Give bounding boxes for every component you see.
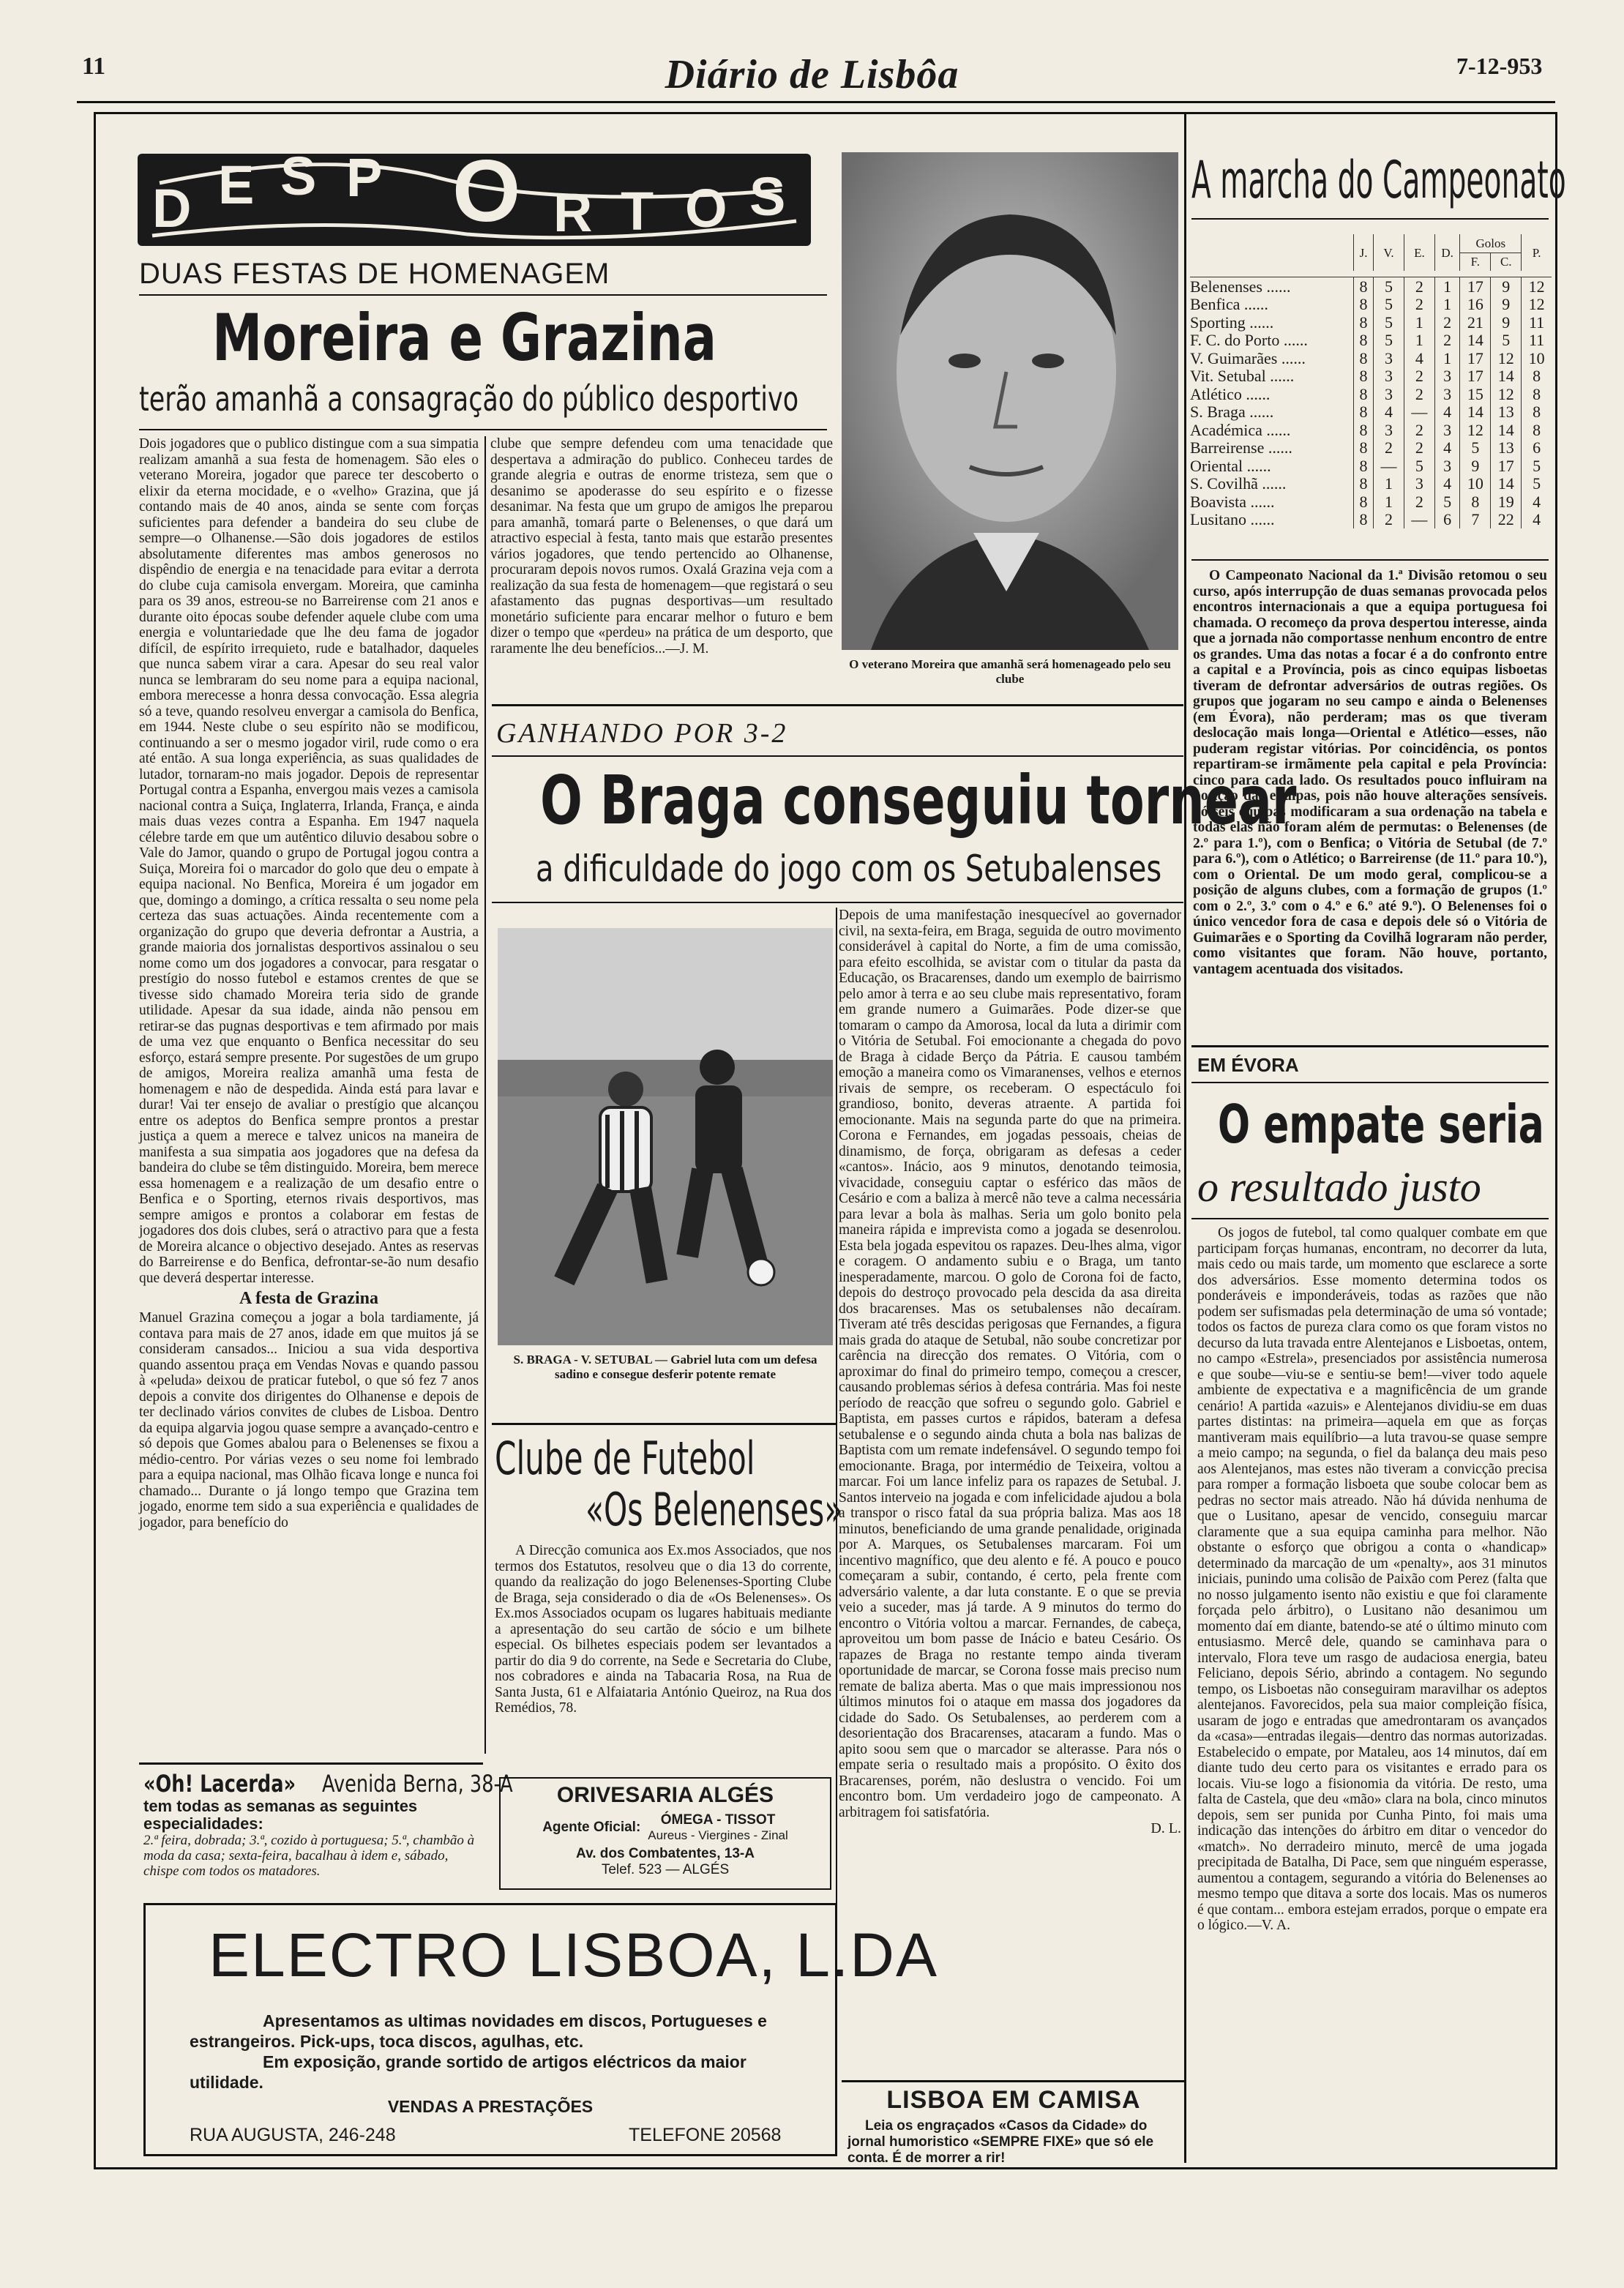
belenenses-text: A Direcção comunica aos Ex.mos Associados, que nos termos dos Estatutos, resolveu que o dia 13 do corrente, quando da realização do jogo Belenenses-Sporting Clube de Braga, seja considerado o dia de «Os Belenenses». Os Ex.mos Associados ocupam os lugares habituais mediante a apresentação do seu cartão de sócio e um bilhete especial. Os bilhetes especiais podem ser levantados a partir do dia 9 do corrente, na Sede e Secretaria do Clube, nos cobradores e ainda na Tabacaria Rosa, na Rua de Santa Justa, 61 e Alfaiataria António Queiroz, na Rua dos Remédios, 78. — [495, 1543, 831, 1716]
standings-team: F. C. do Porto ...... — [1190, 331, 1308, 350]
standings-cell-p: 11 — [1522, 313, 1552, 332]
standings-cell-e: 3 — [1404, 475, 1434, 493]
standings-cell-e: 4 — [1404, 349, 1434, 367]
standings-header-f: F. — [1460, 253, 1491, 271]
paper-title: Diário de Lisbôa — [665, 52, 959, 97]
evora-kicker: EM ÉVORA — [1197, 1054, 1299, 1076]
standings-cell-e: 5 — [1404, 457, 1434, 475]
standings-cell-e: 2 — [1404, 385, 1434, 403]
standings-cell-j: 8 — [1354, 332, 1374, 350]
standings-cell-d: 2 — [1434, 313, 1460, 332]
standings-cell-j: 8 — [1354, 457, 1374, 475]
standings-row — [1190, 385, 1552, 403]
standings-cell-j: 8 — [1354, 277, 1374, 296]
standings-cell-d: 4 — [1434, 403, 1460, 422]
standings-cell-d: 1 — [1434, 296, 1460, 314]
standings-cell-c: 12 — [1491, 385, 1522, 403]
standings-cell-j: 8 — [1354, 403, 1374, 422]
standings-cell-c: 14 — [1491, 475, 1522, 493]
standings-row — [1190, 349, 1552, 367]
standings-cell-v: 5 — [1374, 313, 1404, 332]
standings-cell-f: 12 — [1460, 421, 1491, 439]
banner-letter: D — [152, 178, 192, 239]
braga-headline-wrap — [540, 761, 1297, 842]
standings-cell-e: 2 — [1404, 367, 1434, 386]
electro-name: ELECTRO LISBOA, L.DA — [209, 1921, 938, 1989]
standings-cell-f: 15 — [1460, 385, 1491, 403]
standings-cell-f: 21 — [1460, 313, 1491, 332]
standings-cell-f: 16 — [1460, 296, 1491, 314]
lacerda-specials: 2.ª feira, dobrada; 3.ª, cozido à portuguesa; 5.ª, chambão à moda da casa; sexta-feira, bacalhau à idem e, sábado, chispe com todos os matadores. — [143, 1833, 475, 1879]
standings-row — [1190, 277, 1552, 296]
standings-cell-e: 2 — [1404, 421, 1434, 439]
braga-match-photo — [498, 928, 833, 1345]
standings-team: Belenenses ...... — [1190, 277, 1291, 296]
braga-subheadline-wrap — [536, 848, 1183, 891]
banner-letter: O — [452, 142, 521, 240]
standings-cell-e: 2 — [1404, 277, 1434, 296]
banner-letter: R — [553, 182, 593, 243]
ourivesaria-address: Av. dos Combatentes, 13-A — [576, 1846, 755, 1861]
lead-col1 — [139, 436, 479, 1754]
standings-cell-c: 5 — [1491, 332, 1522, 350]
standings-team: S. Covilhã ...... — [1190, 474, 1287, 493]
standings-header-e: E. — [1404, 234, 1434, 271]
standings-cell-d: 1 — [1434, 349, 1460, 367]
standings-cell-e: 2 — [1404, 493, 1434, 511]
standings-cell-f: 17 — [1460, 349, 1491, 367]
electro-ad — [143, 1903, 938, 2156]
standings-cell-v: 5 — [1374, 277, 1404, 296]
lead-kicker-rule — [139, 294, 827, 296]
belenenses-top-rule — [492, 1423, 836, 1425]
electro-line2: Em exposição, grande sortido de artigos eléctricos da maior utilidade. — [190, 2052, 746, 2092]
ourivesaria-ad — [499, 1777, 831, 1890]
banner-letter: P — [346, 147, 383, 208]
standings-cell-j: 8 — [1354, 367, 1374, 386]
standings-cell-p: 4 — [1522, 511, 1552, 529]
standings-team: S. Braga ...... — [1190, 403, 1274, 422]
standings-team: Sporting ...... — [1190, 313, 1274, 332]
banner-letter: S — [280, 146, 317, 206]
standings-bottom-rule — [1191, 559, 1549, 561]
standings-cell-f: 10 — [1460, 475, 1491, 493]
standings-row — [1190, 403, 1552, 422]
lacerda-top-rule — [139, 1762, 483, 1765]
standings-cell-v: 5 — [1374, 296, 1404, 314]
standings-cell-p: 12 — [1522, 296, 1552, 314]
banner-letter: T — [621, 181, 654, 242]
standings-cell-v: 5 — [1374, 332, 1404, 350]
standings-cell-j: 8 — [1354, 439, 1374, 457]
ourivesaria-name: ORIVESARIA ALGÉS — [556, 1783, 774, 1807]
lead-subheadline-wrap — [139, 379, 827, 423]
standings-cell-d: 3 — [1434, 385, 1460, 403]
lead-col2 — [490, 436, 833, 700]
ourivesaria-brands-2: Aureus - Viergines - Zinal — [648, 1828, 788, 1842]
standings-cell-d: 6 — [1434, 511, 1460, 529]
standings-cell-j: 8 — [1354, 349, 1374, 367]
electro-sales: VENDAS A PRESTAÇÕES — [387, 2097, 594, 2116]
braga-photo-caption: S. BRAGA - V. SETUBAL — Gabriel luta com um defesa sadino e consegue desferir potente remate — [513, 1353, 817, 1381]
moreira-caption: O veterano Moreira que amanhã será homenageado pelo seu clube — [849, 657, 1171, 686]
ourivesaria-brands-1: ÓMEGA - TISSOT — [660, 1812, 776, 1828]
standings-cell-v: — — [1374, 457, 1404, 475]
standings-cell-e: 1 — [1404, 313, 1434, 332]
evora-text: Os jogos de futebol, tal como qualquer combate em que participam forças humanas, encontram, no decorrer da luta, mais cedo ou mais tarde, um momento que esclarece a sorte dos adversários. Esse momento determina todos os ponderáveis e imponderáveis, todas as razões que não podem ser sufismadas pela determinação de uma só vontade; todos os factos de pureza clara como os que foram vistos no decurso da luta travada entre Alentejanos e Lisboetas, ontem, no campo «Estrela», presenciados por assistência numerosa e que soube—viu-se e sentiu-se bem!—viver todo aquele ambiente de expectativa e a magnificência de um grande cenário! A partida «azuis» e Alentejanos dividiu-se em duas partes distintas: na primeira—aquela em que as forças mantiveram mais equilíbrio—a luta travou-se quase sempre a meio campo; na segunda, o fiel da balança deu mais peso aos Alentejanos, mas estes não tiveram a convicção precisa para romper a formação lisboeta que soube colocar bem as pedras no sector mais atreado. Não há dúvida nenhuma de que o Lusitano, apesar de vencido, conseguiu marcar claramente que a sua equipa caminha para melhor. Não obstante o esforço que obrigou a conta o «handicap» determinado da marcação de um «penalty», aos 31 minutos iniciais, punindo uma colisão de Paixão com Perez (falta que no nosso julgamento isento não existiu e que foi claramente forçada pelo árbitro), o Lusitano não desanimou um momento daí em diante, batendo-se até o último minuto com entusiasmo. Mercê dele, quando se caminhava para o intervalo, Flora teve um rasgo de audaciosa energia, bateu Feliciano, depois Sério, abrindo a contagem. No segundo tempo, os Lisboetas não conseguiram maravilhar os adeptos alentejanos. Favorecidos, pela sua maior compleição física, usaram de jogo e entradas que amedrontaram os avançados da «casa»—entradas ilegais—dentro das normas autorizadas. Estabelecido o empate, por Mataleu, aos 14 minutos, daí em diante tudo deu certo para os visitantes e errado para os locais. Viu-se logo a fisionomia da vitória. De resto, uma falta de Castela, que deu «mão» clara na bola, cinco minutos depois, sem ser punida por Cunha Pinto, foi mais uma indicação das intenções do árbitro em ditar o vencedor do «match». No derradeiro minuto, mercê de uma jogada precipitada de Batalha, Di Pace, sem que ninguém esperasse, aumentou a contagem, segurando a vitória do Belenenses ao mesmo tempo que ditava a sorte dos locais. Mas os numeros é que contam... embora estejam errados, porque o empate era o lógico.—V. A. — [1197, 1225, 1547, 1933]
standings-cell-f: 14 — [1460, 332, 1491, 350]
braga-kicker-rule — [492, 755, 1183, 757]
banner-letter: E — [218, 154, 255, 215]
ourivesaria-agent-label: Agente Oficial: — [542, 1820, 641, 1835]
evora-headline-wrap — [1218, 1093, 1547, 1159]
ourivesaria-phone: Telef. 523 — ALGÉS — [601, 1862, 730, 1877]
standings-cell-v: 1 — [1374, 475, 1404, 493]
standings-header-v: V. — [1374, 234, 1404, 271]
standings-cell-j: 8 — [1354, 511, 1374, 529]
standings-row — [1190, 367, 1552, 386]
evora-sub-rule — [1191, 1218, 1549, 1219]
standings-cell-d: 2 — [1434, 332, 1460, 350]
evora-headline: O empate seria — [1218, 1093, 1544, 1155]
standings-cell-c: 13 — [1491, 439, 1522, 457]
lead-kicker: DUAS FESTAS DE HOMENAGEM — [139, 258, 610, 290]
standings-row — [1190, 511, 1552, 529]
standings-cell-v: 4 — [1374, 403, 1404, 422]
electro-address: RUA AUGUSTA, 246-248 — [190, 2125, 396, 2145]
grazina-heading: A festa de Grazina — [239, 1289, 378, 1308]
standings-cell-j: 8 — [1354, 313, 1374, 332]
standings-cell-p: 8 — [1522, 367, 1552, 386]
standings-team: V. Guimarães ...... — [1190, 348, 1306, 367]
standings-cell-c: 19 — [1491, 493, 1522, 511]
standings-row — [1190, 475, 1552, 493]
standings-cell-f: 5 — [1460, 439, 1491, 457]
braga-kicker: GANHANDO POR 3-2 — [496, 718, 788, 749]
standings-cell-j: 8 — [1354, 385, 1374, 403]
standings-cell-c: 12 — [1491, 349, 1522, 367]
electro-phone: TELEFONE 20568 — [629, 2125, 782, 2145]
standings-row — [1190, 457, 1552, 475]
standings-cell-j: 8 — [1354, 296, 1374, 314]
standings-cell-v: 2 — [1374, 511, 1404, 529]
issue-date: 7-12-953 — [1456, 53, 1543, 79]
standings-cell-p: 5 — [1522, 475, 1552, 493]
banner-letter: O — [685, 178, 727, 239]
standings-cell-d: 5 — [1434, 493, 1460, 511]
standings-team: Barreirense ...... — [1190, 438, 1292, 457]
standings-commentary-text: O Campeonato Nacional da 1.ª Divisão retomou o seu curso, após interrupção de duas semanas provocada pelos encontros internacionais a que a equipa portuguesa foi chamada. O recomeço da prova despertou interesse, ainda que a jornada não comportasse nenhum encontro de entre os grandes. Uma das notas a focar é a do confronto entre a capital e a Província, pois as cinco equipas lisboetas tiveram de defrontar adversários de outras regiões. Os grupos que jogaram no seu campo e ainda o Belenenses (em Évora), não perderam; mas os que tiveram deslocação mais longa—Oriental e Atlético—esses, não puderam registar vitórias. Por coincidência, os pontos repartiram-se irmãmente pela capital e pela Província: cinco para cada lado. Os resultados pouco influiram na posição das equipas, pois não houve alterações sensíveis. Só seis equipas modificaram a sua ordenação na tabela e todas elas não foram além de permutas: o Belenenses (de 2.º para 1.º), com o Benfica; o Vitória de Setubal (de 7.º para 6.º), com o Atlético; o Barreirense (de 11.º para 10.º), com o Oriental. De um modo geral, complicou-se a posição de alguns clubes, com a formação de grupos (1.º com o 2.º, 3.º com o 4.º e 6.º até 9.º). O Belenenses foi o único vencedor fora de casa e depois dele só o Vitória de Guimarães e o Sporting da Covilhã lograram não perder, como visitantes que foram. Não houve, portanto, vantagem acentuada dos visitados. — [1193, 568, 1547, 977]
lead-col-divider — [484, 436, 486, 1754]
standings-cell-j: 8 — [1354, 475, 1374, 493]
lead-headline: Moreira e Grazina — [212, 300, 717, 375]
standings-header-golos: Golos — [1460, 234, 1522, 253]
standings-cell-f: 7 — [1460, 511, 1491, 529]
standings-cell-e: 2 — [1404, 296, 1434, 314]
standings-cell-d: 3 — [1434, 457, 1460, 475]
braga-signature: D. L. — [1150, 1820, 1181, 1836]
standings-cell-f: 9 — [1460, 457, 1491, 475]
standings-cell-d: 3 — [1434, 367, 1460, 386]
standings-team: Académica ...... — [1190, 420, 1291, 439]
standings-table-wrap — [1190, 234, 1552, 528]
standings-cell-c: 22 — [1491, 511, 1522, 529]
standings-cell-c: 14 — [1491, 421, 1522, 439]
electro-line1: Apresentamos as ultimas novidades em discos, Portugueses e estrangeiros. Pick-ups, toca discos, agulhas, etc. — [190, 2011, 767, 2051]
standings-header-c: C. — [1491, 253, 1522, 271]
belenenses-notice — [495, 1543, 831, 1784]
braga-headline: O Braga conseguiu tornear — [540, 761, 1297, 840]
moreira-photo — [842, 152, 1178, 650]
standings-cell-p: 12 — [1522, 277, 1552, 296]
standings-cell-f: 14 — [1460, 403, 1491, 422]
braga-top-rule — [492, 704, 1183, 706]
lead-sub-rule — [139, 429, 827, 430]
standings-cell-v: 3 — [1374, 349, 1404, 367]
standings-cell-e: 1 — [1404, 332, 1434, 350]
standings-cell-v: 1 — [1374, 493, 1404, 511]
standings-cell-d: 4 — [1434, 439, 1460, 457]
standings-header-j: J. — [1354, 234, 1374, 271]
standings-header-team — [1190, 234, 1354, 271]
belenenses-title-1-wrap — [495, 1432, 831, 1483]
standings-row — [1190, 439, 1552, 457]
standings-team: Atlético ...... — [1190, 384, 1271, 403]
standings-cell-v: 3 — [1374, 385, 1404, 403]
standings-cell-p: 6 — [1522, 439, 1552, 457]
masthead-rule — [77, 101, 1555, 103]
standings-team: Vit. Setubal ...... — [1190, 367, 1295, 386]
camisa-title: LISBOA EM CAMISA — [886, 2086, 1141, 2114]
standings-row — [1190, 421, 1552, 439]
standings-cell-e: — — [1404, 403, 1434, 422]
standings-title-wrap — [1191, 150, 1566, 210]
lead-subheadline: terão amanhã a consagração do público desportivo — [139, 379, 799, 419]
standings-cell-e: 2 — [1404, 439, 1434, 457]
evora-subheadline: o resultado justo — [1197, 1163, 1481, 1211]
standings-cell-e: — — [1404, 511, 1434, 529]
standings-commentary — [1193, 568, 1547, 1036]
camisa-top-rule — [842, 2080, 1186, 2082]
camisa-text: Leia os engraçados «Casos da Cidade» do jornal humoristico «SEMPRE FIXE» que só ele conta. É de morrer a rir! — [847, 2118, 1154, 2166]
standings-cell-v: 3 — [1374, 421, 1404, 439]
standings-team: Benfica ...... — [1190, 295, 1268, 314]
evora-top-rule — [1191, 1045, 1549, 1047]
standings-cell-j: 8 — [1354, 493, 1374, 511]
standings-cell-p: 10 — [1522, 349, 1552, 367]
standings-cell-p: 8 — [1522, 421, 1552, 439]
standings-title: A marcha do Campeonato — [1191, 150, 1566, 210]
standings-team: Lusitano ...... — [1190, 510, 1275, 529]
standings-cell-c: 14 — [1491, 367, 1522, 386]
standings-header-p: P. — [1522, 234, 1552, 271]
grazina-text: Manuel Grazina começou a jogar a bola tardiamente, já contava para mais de 27 anos, idade em que muitos já se consideram cansados... Iniciou a sua vida desportiva quando assentou praça em Vendas Novas e quando passou à «peluda» deixou de praticar futebol, o que só fez 7 anos depois a convite dos dirigentes do Olhanense e depois de ter declinado vários convites de clubes de Lisboa. Dentro da equipa algarvia jogou quase sempre a avançado-centro e só depois que Gomes abalou para o Belenenses se fixou a médio-centro. Por várias vezes o seu nome foi lembrado para a equipa nacional, mas Olhão ficava longe e nunca foi chamado... Durante o já longo tempo que Grazina tem jogado, enorme tem sido a sua experiência e qualidades de jogador, para benefício do — [139, 1310, 479, 1530]
standings-header-d: D. — [1434, 234, 1460, 271]
standings-row — [1190, 332, 1552, 350]
standings-cell-p: 5 — [1522, 457, 1552, 475]
standings-cell-p: 8 — [1522, 385, 1552, 403]
standings-row — [1190, 296, 1552, 314]
standings-cell-p: 8 — [1522, 403, 1552, 422]
standings-cell-c: 9 — [1491, 313, 1522, 332]
belenenses-title-2: «Os Belenenses» — [585, 1483, 843, 1536]
standings-cell-j: 8 — [1354, 421, 1374, 439]
standings-cell-p: 4 — [1522, 493, 1552, 511]
braga-text: Depois de uma manifestação inesquecível ao governador civil, na sexta-feira, em Braga, seguida de outro movimento considerável à capital do Norte, a fim de uma comissão, para efeito escolhida, se avistar com o titular da pasta da Educação, os Bracarenses, dando um exemplo de bairrismo pelo amor à terra e ao seu clube mais representativo, foram em grande numero a Guimarães. Pode dizer-se que tomaram o campo da Amorosa, local da luta a dirimir com o Vitória de Setubal. Foi emocionante a chegada do povo de Braga à cidade Berço da Pátria. E causou também emoção a maneira como os Vimaranenses, velhos e eternos rivais de sempre, os receberam. O espectáculo foi grandioso, bonito, deveras atraente. A partida foi emocionante. Mais na segunda parte do que na primeira. Corona e Fernandes, em jogadas pessoais, cheias de dinamismo, de força, obrigaram as defesas a ceder «cantos». Inácio, aos 9 minutos, denotando teimosia, vivacidade, conseguiu captar o esférico das mãos de Cesário e com a baliza à mercê não teve a calma necessária para levar a bola às malhas. Seria um golo bonito pela maneira rápida e imprevista como a jogada se desenrolou. Esta bela jogada espevitou os rapazes. Deu-lhes alma, vigor e coragem. O andamento subiu e o Braga, um tanto inesperadamente, marcou. O golo de Corona foi de facto, depois do destroço provocado pela descida da asa direita dos bracarenses. Mas os setubalenses não decaíram. Tiveram até três descidas perigosas que Fernandes, a figura mais grada do ataque de Setubal, não soube concretizar por carência na direcção dos remates. O Vitória, com o aproximar do final do primeiro tempo, começou a crescer, causando problemas sérios à defesa contrária. Mas foi neste período de reacção que sofreu o segundo golo. Gabriel e Baptista, em passes curtos e rápidos, bateram a defesa setubalense e o segundo ainda chuta a bola nas balizas de Baptista com um remate indefensável. O segundo tempo foi emocionante. Braga, por intermédio de Teixeira, voltou a marcar. Foi um lance infeliz para os rapazes de Setubal. J. Santos interveio na jogada e com infelicidade ajudou a bola a transpor o risco fatal da sua própria baliza. Mas aos 18 minutos, beneficiando de uma grande penalidade, originada por A. Marques, os Setubalenses marcaram. Foi um incentivo magnífico, que deu alento e fé. A pouco e pouco começaram a subir, contando, é certo, pela frente com adversário valente, a dar luta constante. E o que se previa veio a suceder, mas já tarde. A 9 minutos do termo do encontro o Vitória voltou a marcar. Fernandes, de cabeça, aproveitou um bom passe de Inácio e bateu Cesário. Os rapazes de Braga no restante tempo ainda tiveram oportunidade de marcar, se Corona fosse mais preciso num remate de baliza aberta. Mas o que mais impressionou nos últimos minutos foi o ataque em massa dos jogadores da cidade do Sado. Os Setubalenses, ao perderem com a desorientação dos Bracarenses, atacaram a fundo. Mas o apito soou sem que o marcador se alterasse. Para nós o empate seria o resultado mais a propósito. O êxito dos Bracarenses, porém, não deslustra o vencido. Foi um encontro bom. Um verdadeiro jogo de campeonato. A arbitragem foi satisfatória. — [839, 908, 1181, 1820]
evora-kicker-rule — [1191, 1082, 1549, 1083]
standings-cell-v: 3 — [1374, 367, 1404, 386]
standings-cell-f: 17 — [1460, 367, 1491, 386]
standings-row — [1190, 493, 1552, 511]
standings-team: Boavista ...... — [1190, 492, 1275, 511]
standings-cell-d: 3 — [1434, 421, 1460, 439]
lacerda-ad — [143, 1770, 513, 1887]
right-col-divider — [1184, 113, 1186, 2163]
standings-cell-c: 9 — [1491, 296, 1522, 314]
braga-sub-rule — [492, 902, 1183, 903]
braga-article — [839, 908, 1181, 1903]
standings-cell-v: 2 — [1374, 439, 1404, 457]
lacerda-line1: tem todas as semanas as seguintes especialidades: — [143, 1797, 418, 1833]
standings-cell-d: 4 — [1434, 475, 1460, 493]
standings-cell-f: 8 — [1460, 493, 1491, 511]
lacerda-address: Avenida Berna, 38-A — [322, 1770, 513, 1798]
desportos-banner — [138, 142, 811, 246]
standings-title-rule — [1191, 218, 1549, 220]
lead-col2-text: clube que sempre defendeu com uma tenacidade que despertava a admiração do publico. Conheceu tardes de grande alegria e outras de enorme tristeza, sem que o desanimo se apoderasse do seu espírito e o fizesse desanimar. Na festa que um grupo de amigos lhe preparou para amanhã, tomará parte o Belenenses, o que dará um atractivo especial à festa, tanto mais que estarão presentes vários jogadores, que tendo pertencido ao Olhanense, procuraram depois novos rumos. Oxalá Grazina veja com a realização da sua festa de homenagem—que registará o seu afastamento das pugnas desportivas—um resultado monetário suficiente para encarar melhor o futuro e bem dizer o tempo que «perdeu» na prática de um desporto, que raramente lhe deu benefícios...—J. M. — [490, 436, 833, 657]
standings-row — [1190, 313, 1552, 332]
standings-cell-c: 17 — [1491, 457, 1522, 475]
standings-cell-c: 9 — [1491, 277, 1522, 296]
standings-table — [1190, 234, 1552, 528]
lacerda-name: «Oh! Lacerda» — [143, 1770, 296, 1798]
standings-cell-c: 13 — [1491, 403, 1522, 422]
standings-cell-f: 17 — [1460, 277, 1491, 296]
belenenses-title-2-wrap — [585, 1483, 843, 1536]
standings-cell-p: 11 — [1522, 332, 1552, 350]
belenenses-title-1: Clube de Futebol — [495, 1432, 755, 1485]
desportos-banner-art — [138, 142, 811, 246]
standings-team: Oriental ...... — [1190, 456, 1271, 475]
banner-letter: S — [749, 166, 786, 227]
lead-col1-text: Dois jogadores que o publico distingue com a sua simpatia realizam amanhã a sua festa de homenagem. São eles o veterano Moreira, jogador que parece ter descoberto o elixir da eterna mocidade, e o «velho» Grazina, que já contando mais de 40 anos, ainda se sente com forças suficientes para defender a bandeira do seu clube de sempre—o Olhanense.—São dois jogadores de estilos absolutamente diferentes mas ambos generosos no dispêndio de energia e na tenacidade para evitar a derrota do clube cuja camisola envergam. Moreira, que caminha para os 39 anos, estreou-se no Barreirense com 21 anos e durante oito épocas soube defender aquele clube com uma energia e voluntariedade que lhe deu fama de jogador difícil, de espírito irrequieto, rude e batalhador, daqueles que nunca sabem virar a cara. Apesar do seu real valor nunca se lembraram do seu nome para a equipa nacional, embora merecesse a honra dessa convocação. Essa alegria só a teve, quando resolveu envergar a camisola do Benfica, em 1944. Neste clube o seu espírito não se modificou, continuando a ser o mesmo jogador viril, rude como o era até então. A sua longa experiência, as suas qualidades de lutador, tornaram-no mais jogador. Depois de representar Portugal contra a Espanha, envergou mais vezes a camisola nacional contra a Suiça, Inglaterra, Irlanda, França, e ainda mais duas vezes contra a Espanha. Em 1947 naquela célebre tarde em que um autêntico diluvio desabou sobre o Vale do Jamor, quando o grupo de Portugal jogou contra a Suiça, Moreira foi o marcador do golo que deu o empate à equipa nacional. No Benfica, Moreira é um jogador em que, domingo a domingo, a crítica ressalta o seu nome pela certeza das suas actuações. Ainda recentemente com a organização do grupo que deveria defrontar a Austria, a grande maioria dos jornalistas desportivos assinalou o seu nome como um dos jogadores a convocar, para resgatar o prestígio do nosso futebol e estamos crentes de que se tivesse sido chamado Moreira teria sido de grande utilidade. Apesar da sua idade, ainda não pensou em retirar-se das pugnas desportivas e tem afirmado por mais de uma vez que enquanto o Benfica necessitar do seu esforço, estará sempre presente. Por sugestões de um grupo de amigos, Moreira realiza amanhã uma festa de homenagem e não de despedida. Ainda está para lavar e durar! Vai ter ensejo de avaliar o prestígio que alcançou entre os adeptos do Benfica sempre prontos a prestar justiça a quem a merece e talvez unicos na maneira de manifesta a sua simpatia aos jogadores que na defesa da bandeira do clube se têm distinguido. Moreira, bem merece essa homenagem e a realização de um desafio entre o Benfica e o Sporting, eternos rivais desportivos, mas sempre amigos e prontos a colaborar em festas de jogadores dos dois clubes, será o atractivo para que a festa de Moreira alcance o objectivo desejado. Antes as reservas do Barreirense e do Benfica, defrontar-se-ão num desafio que deverá despertar interesse. — [139, 436, 479, 1286]
lead-headline-wrap — [139, 300, 827, 373]
evora-article — [1197, 1225, 1547, 2155]
braga-subheadline: a dificuldade do jogo com os Setubalenses — [536, 848, 1162, 890]
standings-cell-d: 1 — [1434, 277, 1460, 296]
page-number: 11 — [82, 53, 106, 80]
